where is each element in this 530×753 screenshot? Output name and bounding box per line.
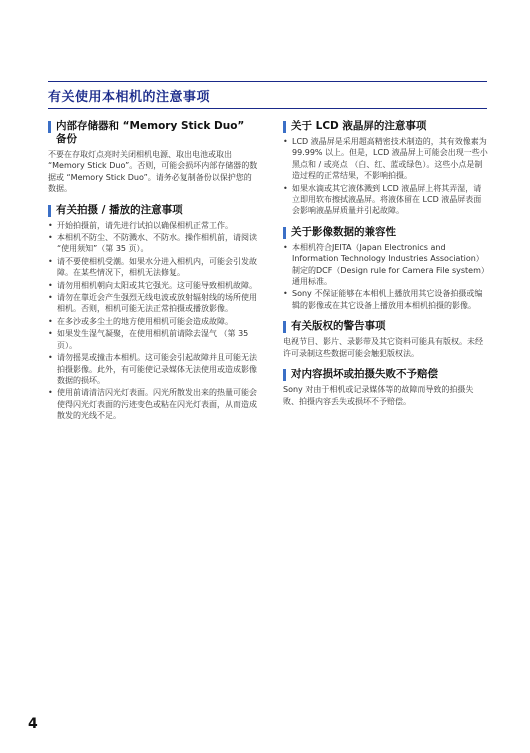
heading-text: 有关版权的警告事项 [291,320,386,333]
list-item: • 本相机不防尘、不防溅水、不防水。操作相机前，请阅读 “使用须知”（第 35 页）。 [48,232,258,255]
heading-text: 有关拍摄 / 播放的注意事项 [56,203,183,216]
section-heading [283,368,488,381]
heading-text: 关于影像数据的兼容性 [291,225,396,238]
list-item: • 使用前请清洁闪光灯表面。闪光所散发出来的热量可能会使得闪光灯表面的污迹变色或粘在闪光灯表面，从而造成散发的光线不足。 [48,387,258,421]
list-item: • 请勿用相机朝向太阳或其它强光。这可能导致相机故障。 [48,280,258,291]
bullet-list [283,136,488,217]
section-internal-storage [48,120,258,195]
heading-bar-icon [283,121,286,133]
heading-bar-icon [283,369,286,381]
list-item: • Sony 不保证能够在本相机上播放用其它设备拍摄或编辑的影像或在其它设备上播放用本相机拍摄的影像。 [283,288,488,311]
heading-bar-icon [283,321,286,333]
heading-text: 关于 LCD 液晶屏的注意事项 [291,120,427,132]
page-number: 4 [28,716,38,732]
list-item: • LCD 液晶屏是采用超高精密技术制造的，其有效像素为 99.99% 以上。但是，LCD 液晶屏上可能会出现一些小黑点和 / 或亮点 （白、红、蓝或绿色）。这些小点是制造过程的正常结果，不影响拍摄。 [283,136,488,182]
list-item: • 请勿摇晃或撞击本相机。这可能会引起故障并且可能无法拍摄影像。此外，有可能使记录媒体无法使用或造成影像数据的损坏。 [48,352,258,386]
heading-text: 内部存储器和 “Memory Stick Duo” 备份 [56,120,245,145]
list-item: • 开始拍摄前，请先进行试拍以确保相机正常工作。 [48,220,258,231]
title-rule-top [48,81,487,82]
list-item: • 如果发生湿气凝聚，在使用相机前请除去湿气 （第 35 页）。 [48,328,258,351]
heading-text: 对内容损坏或拍摄失败不予赔偿 [291,368,438,381]
list-item: • 本相机符合JEITA（Japan Electronics and Information Technology Industries Association）制定的DCF（Design rule for Camera File system）通用标准。 [283,242,488,288]
section-body: 不要在存取灯点亮时关闭相机电源、取出电池或取出 “Memory Stick Duo”。否则，可能会损坏内部存储器的数据或 “Memory Stick Duo”。请务必复制备份以保护您的数据。 [48,150,258,194]
list-item: • 如果水滴或其它液体溅到 LCD 液晶屏上将其弄湿，请立即用软布擦拭液晶屏。将液体留在 LCD 液晶屏表面会影响液晶屏质量并引起故障。 [283,183,488,217]
list-item: • 请勿在靠近会产生强烈无线电波或放射辐射线的场所使用相机。否则，相机可能无法正常拍摄或播放影像。 [48,292,258,315]
section-heading [283,226,488,239]
section-compatibility [283,226,488,311]
heading-bar-icon [48,205,51,217]
left-column [48,120,258,431]
list-item: • 请不要使相机受潮。如果水分进入相机内，可能会引发故障。在某些情况下，相机无法修复。 [48,256,258,279]
section-body: 电视节目、影片、录影带及其它资料可能具有版权。未经许可录制这些数据可能会触犯版权法。 [283,337,483,358]
section-lcd [283,120,488,217]
section-copyright [283,320,488,359]
title-rule-bottom [48,108,487,109]
section-heading [48,204,258,217]
section-body: Sony 对由于相机或记录媒体等的故障而导致的拍摄失败、拍摄内容丢失或损坏不予赔偿。 [283,385,474,406]
right-column [283,120,488,416]
list-item: • 在多沙或多尘土的地方使用相机可能会造成故障。 [48,316,258,327]
section-shooting [48,204,258,422]
heading-bar-icon [48,121,51,133]
section-heading [283,320,488,333]
bullet-list [283,242,488,311]
section-heading [283,120,488,133]
bullet-list [48,220,258,422]
heading-bar-icon [283,227,286,239]
section-no-compensation [283,368,488,407]
page-title: 有关使用本相机的注意事项 [48,90,211,105]
section-heading [48,120,258,146]
